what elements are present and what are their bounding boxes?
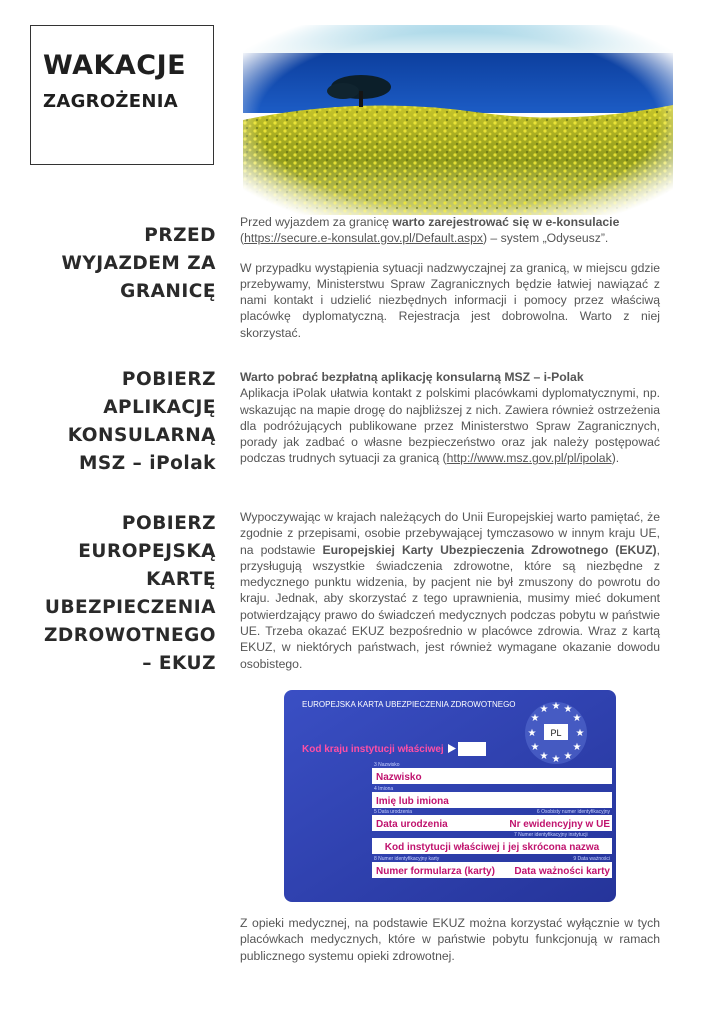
bold-run: Warto pobrać bezpłatną aplikację konsularną MSZ – i-Polak bbox=[240, 370, 584, 384]
text-run: Aplikacja iPolak ułatwia kontakt z polskimi placówkami dyplomatycznymi, np. wskazując na mapie drogę do najbliższej z nich. Zawiera również ostrzeżenia dla podróżujących publikowane przez Ministerstwo Spraw Zagranicznych, porady jak zadbać o własne bezpieczeństwo oraz jak należy postępować podczas trudnych sytuacji za granicą ( bbox=[240, 386, 660, 466]
svg-text:★: ★ bbox=[530, 742, 540, 753]
svg-text:★: ★ bbox=[572, 713, 582, 724]
country-code: PL bbox=[550, 728, 562, 738]
heading-line: PRZED bbox=[144, 225, 216, 246]
section-before-departure-text bbox=[240, 214, 660, 354]
field-caption: 5 Data urodzenia bbox=[374, 809, 413, 815]
svg-text:★: ★ bbox=[551, 701, 561, 712]
heading-line: GRANICĘ bbox=[120, 281, 216, 302]
field-caption: 6 Osobisty numer identyfikacyjny bbox=[536, 809, 610, 815]
heading-ekuz bbox=[20, 510, 216, 678]
heading-line: KONSULARNĄ bbox=[67, 425, 216, 446]
document-title-box bbox=[30, 25, 214, 165]
title-line1: WAKACJE bbox=[43, 50, 187, 81]
svg-text:★: ★ bbox=[530, 713, 540, 724]
ipolak-link[interactable]: http://www.msz.gov.pl/pl/ipolak bbox=[446, 451, 612, 466]
heading-ipolak-app bbox=[20, 366, 216, 478]
text-run: ). bbox=[611, 451, 620, 466]
field-caption: 9 Data ważności bbox=[573, 856, 610, 862]
paragraph-ipolak bbox=[240, 369, 660, 467]
title-line2: ZAGROŻENIA bbox=[43, 91, 178, 112]
ekuz-card-image bbox=[284, 690, 616, 902]
text-run: – system „Odyseusz”. bbox=[487, 231, 609, 246]
svg-text:★: ★ bbox=[563, 751, 573, 762]
heading-line: ZDROWOTNEGO bbox=[43, 625, 216, 646]
heading-line: POBIERZ bbox=[121, 369, 216, 390]
heading-line: APLIKACJĘ bbox=[103, 397, 216, 418]
heading-line: POBIERZ bbox=[121, 513, 216, 534]
country-input-box bbox=[458, 742, 486, 756]
field-caption: 3 Nazwisko bbox=[374, 762, 400, 768]
card-header: EUROPEJSKA KARTA UBEZPIECZENIA ZDROWOTNEGO bbox=[302, 700, 516, 709]
text-run: Wypoczywając w krajach należących do Unii Europejskiej warto pamiętać, że zgodnie z przepisami, osobie przebywającej tymczasowo w innym kraju UE, na podstawie bbox=[240, 510, 660, 557]
section-ekuz-after-card bbox=[240, 915, 660, 977]
field-number: Numer formularza (karty) bbox=[376, 866, 495, 877]
svg-text:★: ★ bbox=[551, 754, 561, 765]
heading-line: WYJAZDEM ZA bbox=[61, 253, 216, 274]
paragraph-emergency: W przypadku wystąpienia sytuacji nadzwyczajnej za granicą, w miejscu gdzie przebywamy, Ministerstwu Spraw Zagranicznych będzie łatwiej nawiązać z nami kontakt i udzielić niezbędnych informacji i pomocy przez właściwą placówkę dyplomatyczną. Rejestracja jest dobrowolna. Warto z niej skorzystać. bbox=[240, 260, 660, 340]
paragraph-public-care: Z opieki medycznej, na podstawie EKUZ można korzystać wyłącznie w tych placówkach medycznych, które w państwie pobytu funkcjonują w ramach publicznego systemu opieki zdrowotnej. bbox=[240, 916, 660, 963]
field-birth: Data urodzenia bbox=[376, 819, 448, 830]
bold-run: Europejskiej Karty Ubezpieczenia Zdrowotnego (EKUZ) bbox=[322, 542, 657, 557]
field-name: Imię lub imiona bbox=[376, 796, 449, 807]
paragraph-ekuz bbox=[240, 509, 660, 672]
heading-line: KARTĘ bbox=[146, 569, 216, 590]
field-surname: Nazwisko bbox=[376, 772, 422, 783]
field-expiry: Data ważności karty bbox=[514, 866, 610, 877]
svg-text:★: ★ bbox=[539, 751, 549, 762]
svg-text:★: ★ bbox=[572, 742, 582, 753]
section-ekuz-text bbox=[240, 509, 660, 685]
hero-image-sea-meadow bbox=[243, 25, 673, 215]
heading-line: MSZ – iPolak bbox=[78, 453, 216, 474]
heading-line: EUROPEJSKĄ bbox=[78, 541, 216, 562]
svg-text:★: ★ bbox=[575, 728, 585, 739]
field-country-label: Kod kraju instytucji właściwej bbox=[302, 744, 444, 755]
heading-line: UBEZPIECZENIA bbox=[44, 597, 216, 618]
text-run: Przed wyjazdem za granicę bbox=[240, 215, 393, 229]
field-caption: 8 Numer identyfikacyjny karty bbox=[374, 856, 440, 862]
text-run: , przysługują wszystkie świadczenia zdrowotne, które są niezbędne z medycznego punktu widzenia, by pacjent nie był zmuszony do powrotu do kraju. Jednak, aby skorzystać z tego uprawnienia, musimy mieć dokument potwierdzający prawo do świadczeń medycznych podczas pobytu w państwie UE. Trzeba okazać EKUZ bezpośrednio w placówce zdrowia. Wraz z kartą EKUZ, w niektórych państwach, jest również wymagane okazanie dowodu osobistego. bbox=[240, 542, 660, 671]
e-konsulat-link[interactable]: https://secure.e-konsulat.gov.pl/Default.aspx bbox=[244, 231, 483, 246]
svg-text:★: ★ bbox=[563, 704, 573, 715]
field-id: Nr ewidencyjny w UE bbox=[509, 819, 610, 830]
field-caption: 7 Numer identyfikacyjny instytucji bbox=[514, 832, 588, 838]
heading-line: – EKUZ bbox=[142, 653, 216, 674]
section-ipolak-text bbox=[240, 369, 660, 480]
paragraph-register: Przed wyjazdem za granicę warto zarejestrować się w e-konsulacie (https://secure.e-konsulat.gov.pl/Default.aspx) – system „Odyseusz”. bbox=[240, 215, 620, 246]
svg-text:★: ★ bbox=[527, 728, 537, 739]
bold-run: warto zarejestrować się w e-konsulacie bbox=[392, 215, 620, 229]
field-institution: Kod instytucji właściwej i jej skrócona nazwa bbox=[384, 842, 600, 853]
svg-text:★: ★ bbox=[539, 704, 549, 715]
field-caption: 4 Imiona bbox=[374, 786, 394, 792]
heading-before-departure bbox=[20, 222, 216, 306]
